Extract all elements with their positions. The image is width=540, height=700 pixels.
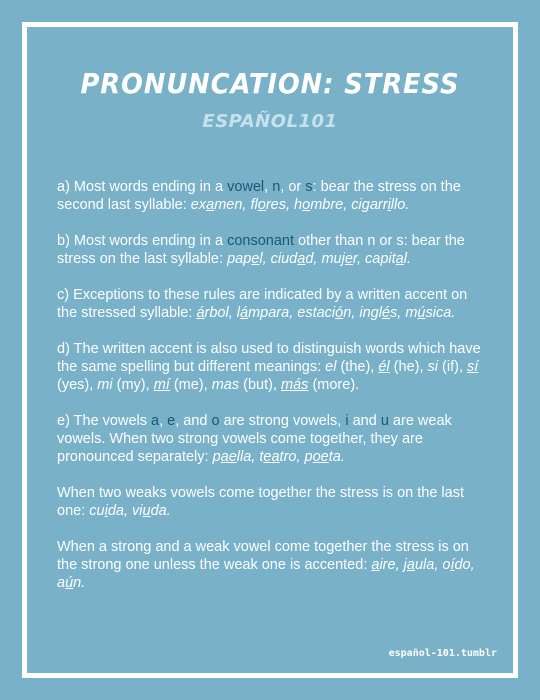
example-word <box>227 251 263 267</box>
example-word <box>321 251 356 267</box>
example-word <box>89 503 124 519</box>
stressed-syllable: a <box>297 251 306 267</box>
highlight-u: u <box>380 413 389 429</box>
example-word-part: mi <box>97 377 113 393</box>
example-word-part: estaci <box>297 305 336 321</box>
example-word-part: ire <box>379 557 396 573</box>
highlight-s: s <box>305 179 313 195</box>
rule-c-examples: árbol, lámpara, estación, inglés, música. <box>196 305 456 321</box>
example-word-part: p <box>212 449 221 465</box>
example-word-part: ciud <box>270 251 298 267</box>
example-word-part: vi <box>132 503 143 519</box>
stressed-syllable: u <box>142 503 151 519</box>
lesson-card <box>22 22 518 678</box>
example-word-part: da <box>107 503 124 519</box>
example-word <box>365 251 407 267</box>
example-word <box>250 197 285 213</box>
example-word <box>404 557 435 573</box>
rule-f: When two weaks vowels come together the stress is on the last one: cuida, viuda. <box>57 485 464 519</box>
stressed-syllable: ó <box>335 305 344 321</box>
example-word <box>442 557 470 573</box>
gloss: (the) <box>336 359 371 375</box>
example-word-part: mas <box>211 377 240 393</box>
gloss: (my) <box>112 377 146 393</box>
stressed-syllable: a <box>206 197 215 213</box>
example-word-part: da <box>150 503 167 519</box>
example-word-part: l <box>259 251 263 267</box>
rule-b-examples: papel, ciudad, mujer, capital. <box>227 251 411 267</box>
highlight-consonant: consonant <box>227 233 294 249</box>
example-word <box>378 359 389 375</box>
highlight-vowel: vowel <box>227 179 265 195</box>
example-word-part: ingl <box>359 305 382 321</box>
stressed-syllable: á <box>240 305 249 321</box>
footer-credit: español-101.tumblr <box>388 648 497 659</box>
rule-e: e) The vowels a, e, and o are strong vowels, i and u are weak vowels. When two strong vowels come together, they are pronounced separately: paella, teatro, poeta. <box>57 413 452 465</box>
example-word <box>371 557 395 573</box>
stressed-syllable: é <box>381 305 391 321</box>
stressed-syllable: ea <box>263 449 280 465</box>
rule-d-examples: el (the), él (he), si (if), sí (yes), mi (my), mí (me), mas (but), más (more). <box>57 359 479 393</box>
stressed-syllable: a <box>371 557 380 573</box>
example-word-part: mpara <box>248 305 290 321</box>
stressed-syllable: e <box>344 251 353 267</box>
example-word-part: cigarr <box>351 197 388 213</box>
rule-c: c) Exceptions to these rules are indicated by a written accent on the stressed syllable: árbol, lámpara, estación, inglés, música. <box>57 287 468 321</box>
example-word-part: h <box>294 197 303 213</box>
example-word <box>212 377 239 393</box>
example-word-part: el <box>325 359 337 375</box>
example-word-part: muj <box>321 251 345 267</box>
rule-g: When a strong and a weak vowel come together the stress is on the strong one unless the weak one is accented: aire, jaula, oído, aún. <box>57 539 475 591</box>
example-word <box>305 449 341 465</box>
example-word-part: mbre <box>310 197 344 213</box>
rule-a-examples: examen, flores, hombre, cigarrillo. <box>190 197 410 213</box>
example-word-part: pap <box>227 251 252 267</box>
example-word-part: res <box>265 197 286 213</box>
example-word <box>97 377 112 393</box>
stressed-syllable: á <box>196 305 205 321</box>
stressed-syllable: e <box>251 251 260 267</box>
example-word-part: a <box>57 575 66 591</box>
rule-d: d) The written accent is also used to distinguish words which have the same spelling but different meanings: el (the), él (he), si (if), sí (yes), mi (my), mí (me), mas (but), más (more). <box>57 341 481 393</box>
example-word-part: t <box>259 449 264 465</box>
example-word-part: l <box>236 305 240 321</box>
example-word-part: cu <box>89 503 105 519</box>
rule-a: a) Most words ending in a vowel, n, or s: bear the stress on the second last syllable: examen, flores, hombre, cigarrillo. <box>57 179 461 213</box>
example-word-part: s <box>390 305 398 321</box>
example-word-part: n <box>343 305 352 321</box>
gloss: (me) <box>169 377 204 393</box>
example-word <box>196 305 228 321</box>
example-word-part: l <box>403 251 407 267</box>
page-subtitle: ESPAÑOL101 <box>202 111 338 132</box>
example-word <box>351 197 405 213</box>
example-word-part: lla <box>236 449 252 465</box>
stressed-syllable: o <box>302 197 311 213</box>
example-word <box>359 305 397 321</box>
example-word <box>428 359 438 375</box>
example-word <box>132 503 167 519</box>
gloss: (if) <box>438 359 459 375</box>
stressed-syllable: a <box>406 557 415 573</box>
stressed-syllable: a <box>395 251 404 267</box>
stressed-syllable: mí <box>153 377 170 393</box>
example-word-part: men <box>214 197 243 213</box>
page-title: PRONUNCATION: STRESS <box>80 67 460 100</box>
stressed-syllable: sí <box>467 359 479 375</box>
example-word-part: d <box>305 251 314 267</box>
example-word-part: j <box>403 557 407 573</box>
stressed-syllable: más <box>281 377 309 393</box>
example-word-part: o <box>442 557 451 573</box>
highlight-o: o <box>211 413 220 429</box>
example-word-part: si <box>427 359 439 375</box>
example-word <box>281 377 308 393</box>
gloss: (he) <box>389 359 420 375</box>
example-word-part: llo <box>390 197 406 213</box>
example-word-part: m <box>405 305 418 321</box>
gloss: (yes) <box>57 377 90 393</box>
example-word-part: ex <box>190 197 207 213</box>
highlight-a: a <box>151 413 160 429</box>
rule-e-examples: paella, teatro, poeta. <box>212 449 345 465</box>
example-word <box>191 197 243 213</box>
example-word-part: p <box>304 449 313 465</box>
example-word <box>237 305 289 321</box>
example-word <box>467 359 478 375</box>
highlight-n: n <box>272 179 281 195</box>
example-word <box>294 197 343 213</box>
rule-f-examples: cuida, viuda. <box>89 503 171 519</box>
stressed-syllable: él <box>378 359 390 375</box>
highlight-e: e <box>167 413 176 429</box>
example-word-part: ta <box>328 449 341 465</box>
example-word-part: capit <box>365 251 396 267</box>
stressed-syllable: í <box>450 557 455 573</box>
example-word-part: fl <box>250 197 258 213</box>
example-word <box>405 305 451 321</box>
stressed-syllable: oe <box>312 449 329 465</box>
stressed-syllable: ú <box>417 305 426 321</box>
example-word-part: sica <box>425 305 452 321</box>
example-word-part: tro <box>279 449 297 465</box>
example-word-part: r <box>352 251 357 267</box>
example-word-part: n <box>73 575 82 591</box>
example-word-part: rbol <box>204 305 229 321</box>
example-word <box>271 251 314 267</box>
stressed-syllable: ae <box>220 449 237 465</box>
rule-g-examples: aire, jaula, oído, aún. <box>57 557 475 591</box>
stressed-syllable: o <box>257 197 266 213</box>
example-word <box>154 377 170 393</box>
example-word-part: do <box>454 557 471 573</box>
rules-content <box>57 178 487 610</box>
stressed-syllable: i <box>387 197 391 213</box>
example-word-part: ula <box>414 557 435 573</box>
example-word <box>297 305 351 321</box>
rule-b: b) Most words ending in a consonant other than n or s: bear the stress on the last syllable: papel, ciudad, mujer, capital. <box>57 233 465 267</box>
example-word <box>57 575 81 591</box>
gloss: (but) <box>239 377 273 393</box>
highlight-i: i <box>345 413 349 429</box>
gloss: (more) <box>308 377 356 393</box>
example-word <box>325 359 336 375</box>
stressed-syllable: i <box>104 503 108 519</box>
example-word <box>259 449 296 465</box>
stressed-syllable: ú <box>65 575 74 591</box>
example-word <box>213 449 252 465</box>
